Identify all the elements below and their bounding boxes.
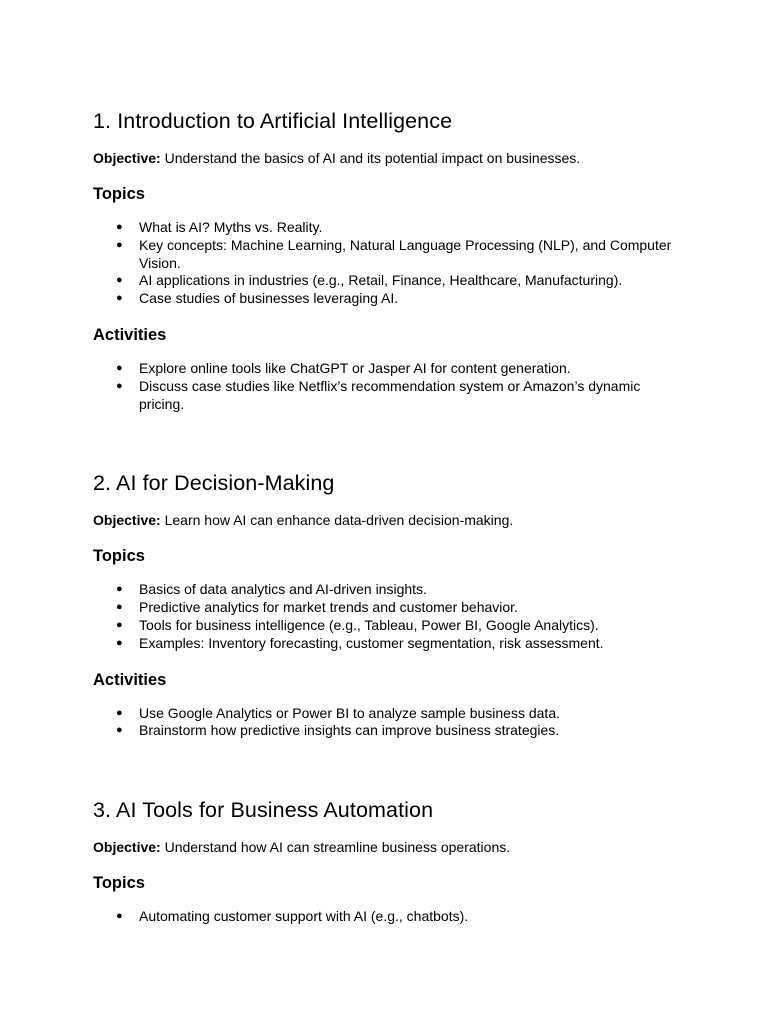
- list-item: [116, 272, 675, 290]
- list-item: [116, 722, 675, 740]
- objective-label: Objective:: [93, 512, 161, 529]
- list-item-text: Automating customer support with AI (e.g., chatbots).: [139, 908, 469, 925]
- activities-heading: Activities: [93, 670, 167, 689]
- objective-label: Objective:: [93, 839, 161, 856]
- list-item-text: Discuss case studies like Netflix’s recommendation system or Amazon’s dynamic pricing.: [139, 377, 641, 412]
- list-item-text: Examples: Inventory forecasting, customer segmentation, risk assessment.: [139, 634, 604, 651]
- bullet-icon: ●: [116, 238, 123, 251]
- section-title: 2. AI for Decision-Making: [93, 471, 335, 496]
- list-item-text: Case studies of businesses leveraging AI.: [139, 290, 399, 307]
- section-business-automation: [93, 796, 675, 926]
- list-item: [116, 616, 675, 635]
- list-item-text: Use Google Analytics or Power BI to analyze sample business data.: [139, 704, 560, 721]
- list-item-text: Predictive analytics for market trends and customer behavior.: [139, 599, 518, 616]
- objective-text: Understand the basics of AI and its potential impact on businesses.: [160, 150, 581, 166]
- list-item-text: What is AI? Myths vs. Reality.: [139, 219, 323, 235]
- list-item: [116, 359, 675, 378]
- objective-text: Learn how AI can enhance data-driven decision-making.: [160, 512, 514, 529]
- section-decision-making: [93, 469, 675, 740]
- bullet-icon: ●: [116, 724, 123, 737]
- bullet-icon: ●: [116, 274, 123, 287]
- topics-list: [93, 581, 675, 652]
- list-item: [116, 219, 675, 237]
- list-item-text: Brainstorm how predictive insights can improve business strategies.: [139, 722, 560, 739]
- list-item: [116, 599, 675, 617]
- bullet-icon: ●: [116, 379, 123, 392]
- section-introduction: [93, 107, 675, 413]
- bullet-icon: ●: [116, 292, 123, 305]
- bullet-icon: ●: [116, 583, 123, 596]
- activities-heading: Activities: [93, 325, 167, 344]
- list-item-text: Explore online tools like ChatGPT or Jasper AI for content generation.: [139, 359, 571, 376]
- objective-line: [93, 511, 675, 529]
- list-item: [116, 634, 675, 653]
- activities-list: [93, 360, 675, 413]
- objective-line: [93, 149, 675, 167]
- bullet-icon: ●: [116, 361, 123, 374]
- list-item: [116, 236, 675, 273]
- list-item-text: Basics of data analytics and AI-driven insights.: [139, 581, 427, 598]
- bullet-icon: ●: [116, 910, 123, 923]
- list-item: [116, 377, 675, 414]
- list-item-text: Key concepts: Machine Learning, Natural Language Processing (NLP), and Computer Vision.: [139, 236, 672, 271]
- objective-text: Understand how AI can streamline business operations.: [160, 839, 511, 856]
- list-item-text: Tools for business intelligence (e.g., Tableau, Power BI, Google Analytics).: [139, 616, 599, 633]
- section-title: 1. Introduction to Artificial Intelligence: [93, 109, 453, 133]
- list-item: [116, 908, 675, 926]
- objective-line: [93, 838, 675, 856]
- list-item-text: AI applications in industries (e.g., Retail, Finance, Healthcare, Manufacturing).: [139, 272, 623, 289]
- bullet-icon: ●: [116, 221, 123, 233]
- topics-heading: Topics: [93, 547, 145, 566]
- topics-list: [93, 908, 675, 926]
- topics-heading: Topics: [93, 874, 145, 893]
- bullet-icon: ●: [116, 618, 123, 631]
- objective-label: Objective:: [93, 150, 161, 166]
- topics-heading: Topics: [93, 185, 145, 203]
- list-item: [116, 704, 675, 723]
- list-item: [116, 290, 675, 308]
- section-title: 3. AI Tools for Business Automation: [93, 798, 434, 823]
- bullet-icon: ●: [116, 601, 123, 614]
- topics-list: [93, 219, 675, 308]
- activities-list: [93, 705, 675, 741]
- list-item: [116, 581, 675, 599]
- bullet-icon: ●: [116, 636, 123, 649]
- bullet-icon: ●: [116, 706, 123, 719]
